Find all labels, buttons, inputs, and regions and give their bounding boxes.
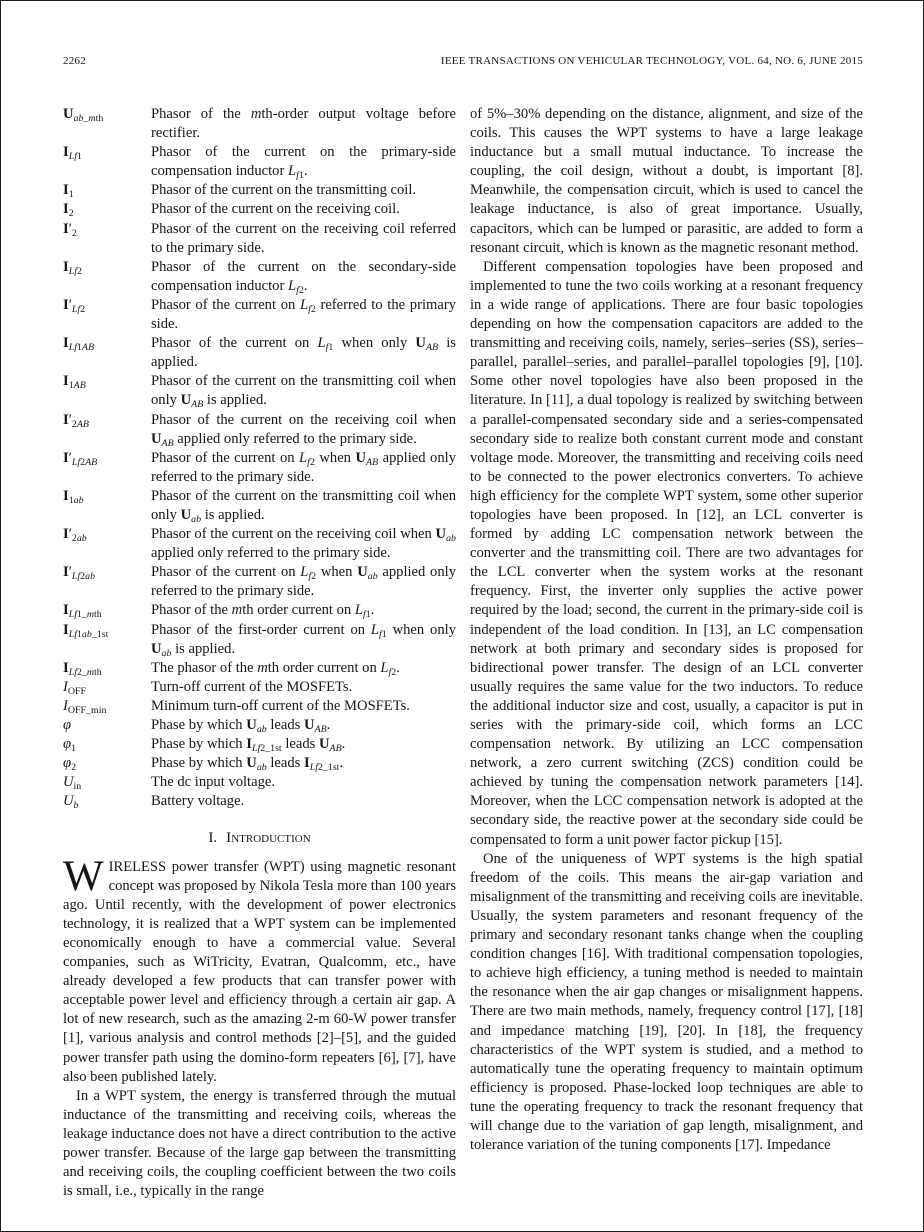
nomenclature-definition: Turn-off current of the MOSFETs. (151, 678, 353, 695)
intro-paragraph-1 (63, 852, 456, 1087)
introduction-heading (63, 828, 456, 847)
right-paragraph-3: One of the uniqueness of WPT systems is the high spatial freedom of the coils. This means the air-gap variation and misalignment of the transmitting and receiving coils are inevitable. Usually, the system parameters and resonant frequency of the primary and secondary resonant tanks change when the coupling condition changes [16]. With traditional compensation topologies, to achieve high efficiency, a tuning method is needed to maintain the resonance when the air gap changes or misalignment happens. There are two main methods, namely, frequency control [17], [18] and impedance matching [19], [20]. In [18], the frequency characteristics of the WPT system is studied, and a method to automatically tune the operating frequency to maintain optimum efficiency is proposed. Phase-locked loop techniques are able to tune the operating frequency to track the resonant frequency that will change due to the variation of gap length, misalignment, and tolerance variation of the tuning components [17]. Impedance (470, 850, 863, 1154)
nomenclature-row (63, 525, 456, 563)
nomenclature-definition: Phasor of the current on the transmitting coil when only $U_{AB}$ is applied. (151, 373, 456, 411)
nomenclature-symbol: $I_1$ (63, 182, 74, 201)
two-column-layout (63, 105, 863, 1201)
nomenclature-definition: Phasor of the current on the transmitting coil. (151, 182, 417, 199)
nomenclature-row (63, 678, 456, 697)
nomenclature-row (63, 449, 456, 487)
journal-header: IEEE TRANSACTIONS ON VEHICULAR TECHNOLOGY, VOL. 64, NO. 6, JUNE 2015 (440, 55, 863, 67)
nomenclature-symbol: $I_{OFF}$ (63, 678, 87, 697)
section-title: Introduction (226, 829, 311, 847)
nomenclature-symbol: $I_{Lf1}$ (63, 144, 82, 163)
right-paragraph-1: of 5%–30% depending on the distance, alignment, and size of the coils. This causes the WPT systems to have a large leakage inductance but a small mutual inductance. To increase the coupling, the coil design, without a doubt, is important [8]. Meanwhile, the compensation circuit, which is used to cancel the leakage inductance, is also of great importance. Usually, capacitors, which can be lumped or parasitic, are added to form a resonant circuit, which is known as the magnetic resonant method. (470, 106, 863, 256)
nomenclature-row (63, 411, 456, 449)
nomenclature-symbol: $I_{OFF\_min}$ (63, 697, 107, 717)
nomenclature-symbol: $\varphi_1$ (63, 736, 77, 755)
nomenclature-definition: The dc input voltage. (151, 774, 276, 791)
right-column (470, 105, 863, 1201)
page-header (63, 55, 863, 67)
nomenclature-symbol: $I_{Lf2}$ (63, 258, 82, 277)
nomenclature-row (63, 143, 456, 181)
nomenclature-row (63, 334, 456, 372)
nomenclature-symbol: $\varphi_2$ (63, 755, 77, 774)
nomenclature-symbol: $I_{Lf1ab\_1st}$ (63, 621, 109, 640)
nomenclature-definition: Battery voltage. (151, 793, 245, 810)
nomenclature-symbol: $I'_2$ (63, 220, 77, 239)
nomenclature-symbol: $I'_{2ab}$ (63, 526, 87, 545)
nomenclature-definition: Phasor of the first-order current on $L_{f1}$ when only $U_{ab}$ is applied. (151, 621, 456, 659)
left-column (63, 105, 456, 1201)
nomenclature-symbol: $U_{ab\_mth}$ (63, 106, 104, 125)
nomenclature-definition: Phasor of the mth order current on $L_{f1}$. (151, 602, 375, 621)
nomenclature-row (63, 601, 456, 620)
intro-paragraph-2: In a WPT system, the energy is transferred through the mutual inductance of the transmitting and receiving coils, whereas the leakage inductance does not have a direct contribution to the active power transfer. Because of the large gap between the transmitting and receiving coils, the coupling coefficient between the two coils is small, i.e., typically in the range (63, 1087, 456, 1200)
nomenclature-row (63, 181, 456, 200)
nomenclature-row (63, 659, 456, 678)
nomenclature-list (63, 105, 456, 811)
drop-cap: W (63, 852, 104, 900)
nomenclature-symbol: $I_{Lf1AB}$ (63, 335, 95, 354)
nomenclature-definition: Phasor of the current on the primary-side compensation inductor $L_{f1}$. (151, 144, 456, 182)
nomenclature-definition: Phasor of the current on $L_{f2}$ when $U_{ab}$ applied only referred to the primary side. (151, 564, 456, 600)
nomenclature-symbol: $I'_{2AB}$ (63, 411, 89, 430)
nomenclature-row (63, 735, 456, 754)
nomenclature-definition: Phase by which $I_{Lf2\_1st}$ leads $U_{AB}$. (151, 736, 346, 755)
nomenclature-definition: Phasor of the current on the receiving coil when $U_{ab}$ applied only referred to the primary side. (151, 526, 456, 562)
nomenclature-row (63, 697, 456, 716)
nomenclature-symbol: $I_{Lf2\_mth}$ (63, 659, 102, 678)
nomenclature-definition: Phasor of the current on $L_{f2}$ referred to the primary side. (151, 296, 456, 333)
nomenclature-row (63, 792, 456, 811)
nomenclature-definition: Phasor of the mth-order output voltage before rectifier. (151, 106, 456, 142)
nomenclature-row (63, 258, 456, 296)
nomenclature-definition: Phasor of the current on the receiving coil referred to the primary side. (151, 220, 456, 256)
nomenclature-definition: Phase by which $U_{ab}$ leads $U_{AB}$. (151, 717, 331, 736)
nomenclature-row (63, 563, 456, 601)
nomenclature-row (63, 754, 456, 773)
nomenclature-symbol: $U_{in}$ (63, 774, 82, 793)
nomenclature-row (63, 200, 456, 219)
nomenclature-row (63, 372, 456, 410)
nomenclature-definition: Phasor of the current on $L_{f2}$ when $U_{AB}$ applied only referred to the primary side. (151, 449, 456, 485)
nomenclature-symbol: $I_{1ab}$ (63, 487, 84, 507)
nomenclature-definition: Phase by which $U_{ab}$ leads $I_{Lf2\_1st}$. (151, 755, 344, 774)
nomenclature-row (63, 220, 456, 258)
nomenclature-definition: Phasor of the current on $L_{f1}$ when only $U_{AB}$ is applied. (151, 335, 456, 371)
nomenclature-definition: The phasor of the mth order current on $L_{f2}$. (151, 659, 400, 678)
nomenclature-definition: Phasor of the current on the transmitting coil when only $U_{ab}$ is applied. (151, 487, 456, 526)
nomenclature-row (63, 716, 456, 735)
nomenclature-definition: Phasor of the current on the receiving coil when $U_{AB}$ applied only referred to the primary side. (151, 411, 456, 449)
nomenclature-symbol: $I_2$ (63, 201, 74, 220)
section-number: I. (208, 829, 218, 847)
nomenclature-symbol: φ (63, 717, 72, 733)
nomenclature-definition: Phasor of the current on the receiving coil. (151, 201, 400, 218)
nomenclature-symbol: $U_b$ (63, 793, 79, 812)
nomenclature-definition: Minimum turn-off current of the MOSFETs. (151, 697, 410, 714)
right-paragraph-2: Different compensation topologies have been proposed and implemented to tune the two coils working at a resonant frequency in a wide range of applications. There are four basic topologies depending on how the compensation capacitors are added to the transmitting and receiving coils, namely, series–series (SS), series–parallel, parallel–series, and parallel–parallel topologies [9], [10]. Some other novel topologies have also been proposed in the literature. In [11], a dual topology is realized by switching between a parallel-compensated secondary side and a series-compensated secondary side to realize both constant current mode and constant voltage mode. Moreover, the transmitting and receiving coils need to be connected to the power electronics converters. To achieve high efficiency for the complete WPT system, some other superior topologies have been proposed. In [12], an LCL converter is formed by adding LC compensation network between the converter and the transmitting coil. There are two advantages for the LCL converter when the system works at the resonant frequency. First, the inverter only supplies the active power required by the load; second, the current in the primary-side coil is independent of the load condition. In [13], an LC compensation network at both primary and secondary sides is proposed for bidirectional power transfer. The design of an LCL converter usually requires the same value for the two inductors. To reduce the additional inductor size and cost, usually, a capacitor is put in series with the primary-side coil, which forms an LCC compensation network. By utilizing an LCC compensation network, a zero current switching (ZCS) condition could be achieved by tuning the compensation network parameters [14]. Moreover, when the LCC compensation network is adopted at the secondary side, the reactive power at the secondary side could be compensated to form a unit power factor pickup [15]. (470, 258, 863, 848)
nomenclature-row (63, 105, 456, 143)
nomenclature-symbol: $I_{Lf1\_mth}$ (63, 602, 102, 621)
nomenclature-symbol: $I'_{Lf2AB}$ (63, 449, 98, 468)
intro-paragraph-1-text: IRELESS power transfer (WPT) using magnetic resonant concept was proposed by Nikola Tesla more than 100 years ago. Until recently, with the development of power electronics technology, it is realized that a WPT system can be implemented economically enough to have a commercial value. Several companies, such as WiTricity, Evatran, Qualcomm, etc., have already developed a few products that can transfer power with acceptable power level and efficiency through a certain air gap. A lot of new research, such as the amazing 2-m 60-W power transfer [1], various analysis and control methods [2]–[5], and the guided power transfer path using the domino-form repeaters [6], [7], have also been published lately. (63, 858, 456, 1085)
nomenclature-definition: Phasor of the current on the secondary-side compensation inductor $L_{f2}$. (151, 258, 456, 297)
nomenclature-row (63, 773, 456, 792)
nomenclature-symbol: $I'_{Lf2ab}$ (63, 564, 96, 583)
nomenclature-row (63, 487, 456, 525)
nomenclature-symbol: $I_{1AB}$ (63, 373, 86, 392)
nomenclature-row (63, 621, 456, 659)
nomenclature-row (63, 296, 456, 334)
nomenclature-symbol: $I'_{Lf2}$ (63, 296, 86, 316)
page-number: 2262 (63, 55, 86, 67)
